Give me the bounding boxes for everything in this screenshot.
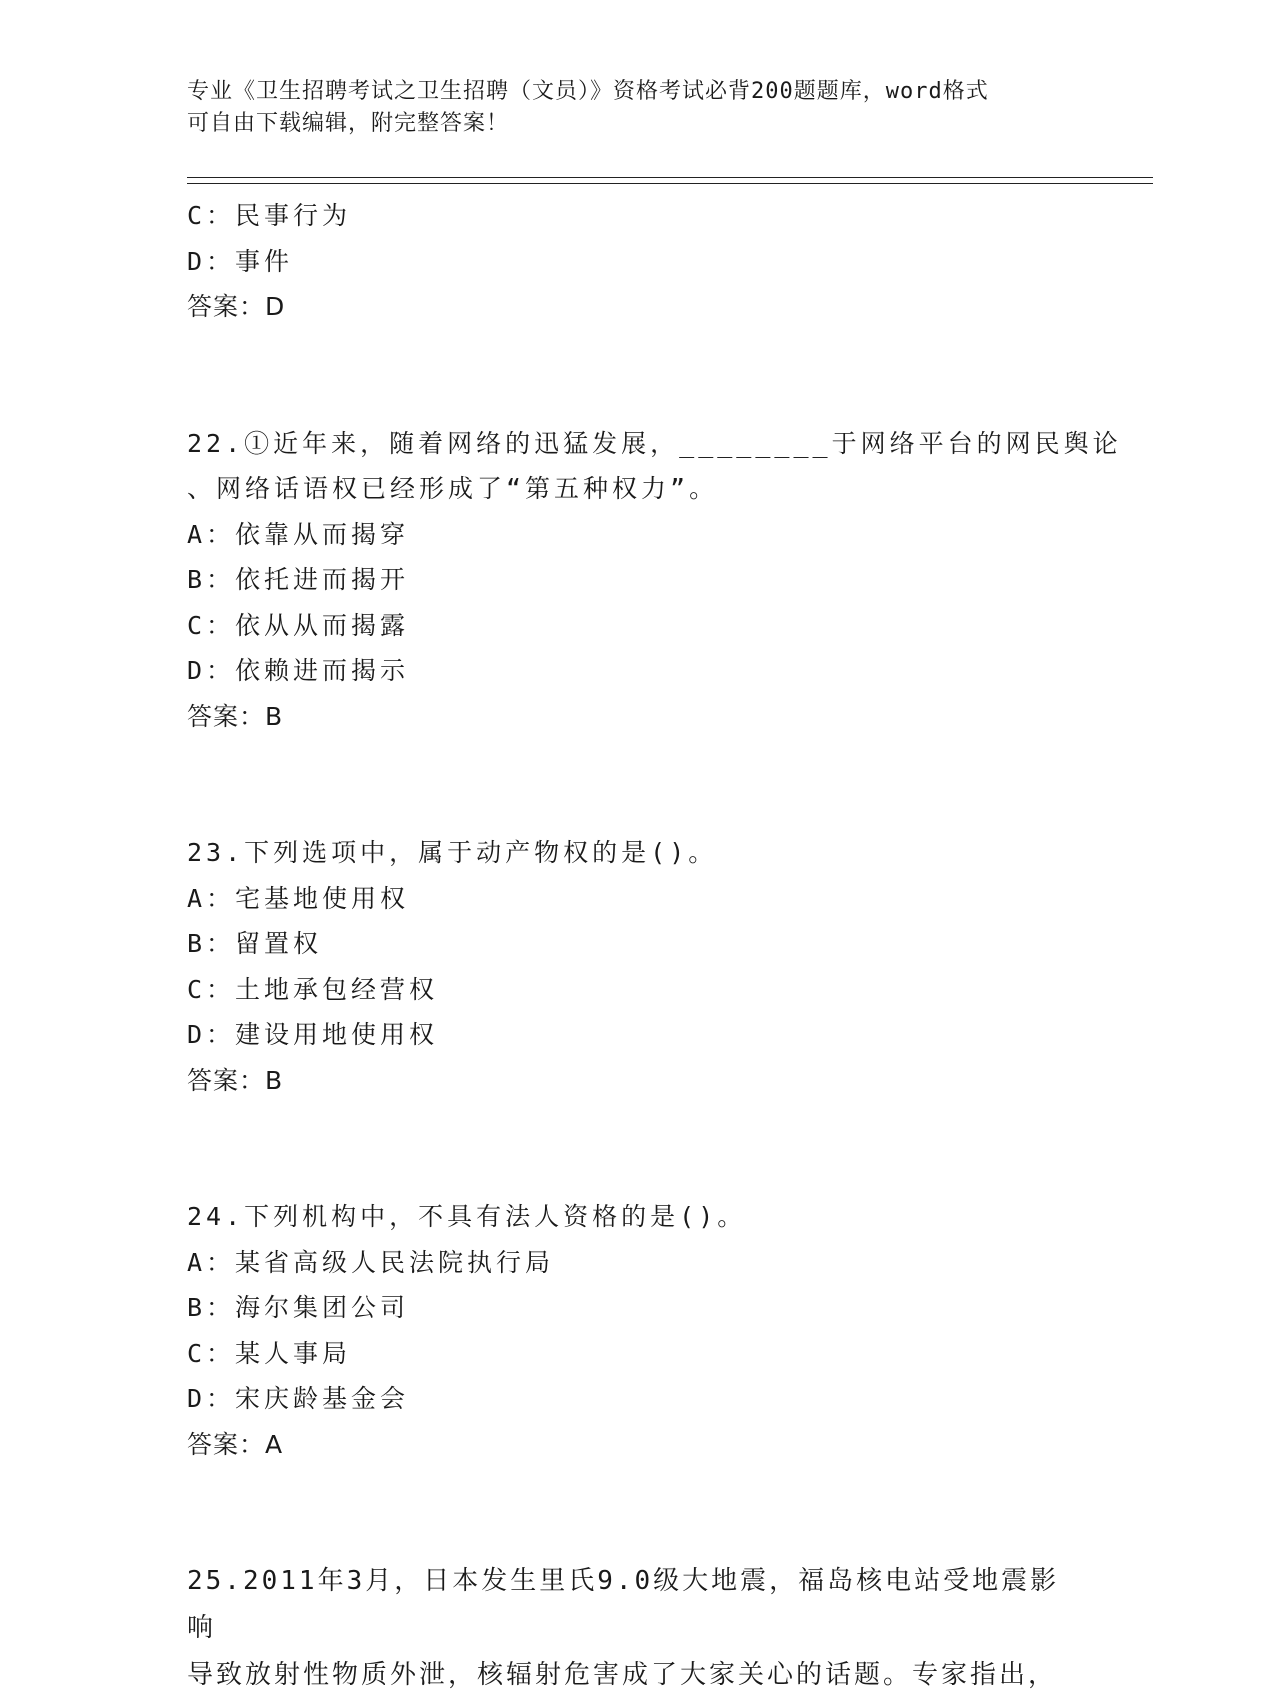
- question-21-tail: [187, 193, 1087, 330]
- question-title-line-2: 、网络话语权已经形成了“第五种权力”。: [187, 474, 719, 503]
- spacer: [187, 330, 1087, 421]
- option-c: C：某人事局: [187, 1338, 352, 1368]
- option-d: D：依赖进而揭示: [187, 656, 410, 685]
- question-22: [187, 421, 1122, 740]
- question-content: [187, 193, 1122, 1699]
- answer-line: 答案：D: [187, 292, 286, 321]
- question-25: [187, 1558, 1087, 1699]
- option-d: D：宋庆龄基金会: [187, 1384, 410, 1413]
- header-divider-bottom: [187, 183, 1153, 184]
- option-c: C：民事行为: [187, 201, 352, 230]
- answer-line: 答案：A: [187, 1429, 284, 1459]
- question-title-line-2: 导致放射性物质外泄，核辐射危害成了大家关心的话题。专家指出，: [187, 1660, 1058, 1690]
- option-c: C：依从从而揭露: [187, 610, 410, 640]
- option-c: C：土地承包经营权: [187, 974, 439, 1004]
- header-line-2: 可自由下载编辑，附完整答案！: [187, 111, 510, 136]
- option-d: D：建设用地使用权: [187, 1020, 439, 1049]
- option-b: B：留置权: [187, 929, 323, 958]
- question-23: [187, 830, 1087, 1103]
- option-a: A：依靠从而揭穿: [187, 519, 410, 549]
- spacer: [187, 739, 1087, 830]
- question-title-line-1: 25.2011年3月，日本发生里氏9.0级大地震，福岛核电站受地震影响: [187, 1566, 1060, 1643]
- question-title-line-1: 22.①近年来，随着网络的迅猛发展，________于网络平台的网民舆论: [187, 428, 1122, 458]
- document-header: [187, 76, 1087, 140]
- header-divider-top: [187, 177, 1153, 178]
- answer-line: 答案：B: [187, 1065, 284, 1095]
- spacer: [187, 1103, 1087, 1194]
- answer-line: 答案：B: [187, 701, 284, 731]
- option-a: A：宅基地使用权: [187, 883, 410, 913]
- question-24: [187, 1194, 1087, 1467]
- option-b: B：依托进而揭开: [187, 565, 410, 594]
- question-title: 23.下列选项中，属于动产物权的是()。: [187, 838, 718, 867]
- question-title: 24.下列机构中，不具有法人资格的是()。: [187, 1202, 747, 1231]
- option-b: B：海尔集团公司: [187, 1293, 410, 1322]
- option-d: D：事件: [187, 246, 294, 276]
- spacer: [187, 1467, 1087, 1558]
- option-a: A：某省高级人民法院执行局: [187, 1247, 555, 1277]
- header-line-1: 专业《卫生招聘考试之卫生招聘（文员）》资格考试必背200题题库，word格式: [187, 79, 989, 104]
